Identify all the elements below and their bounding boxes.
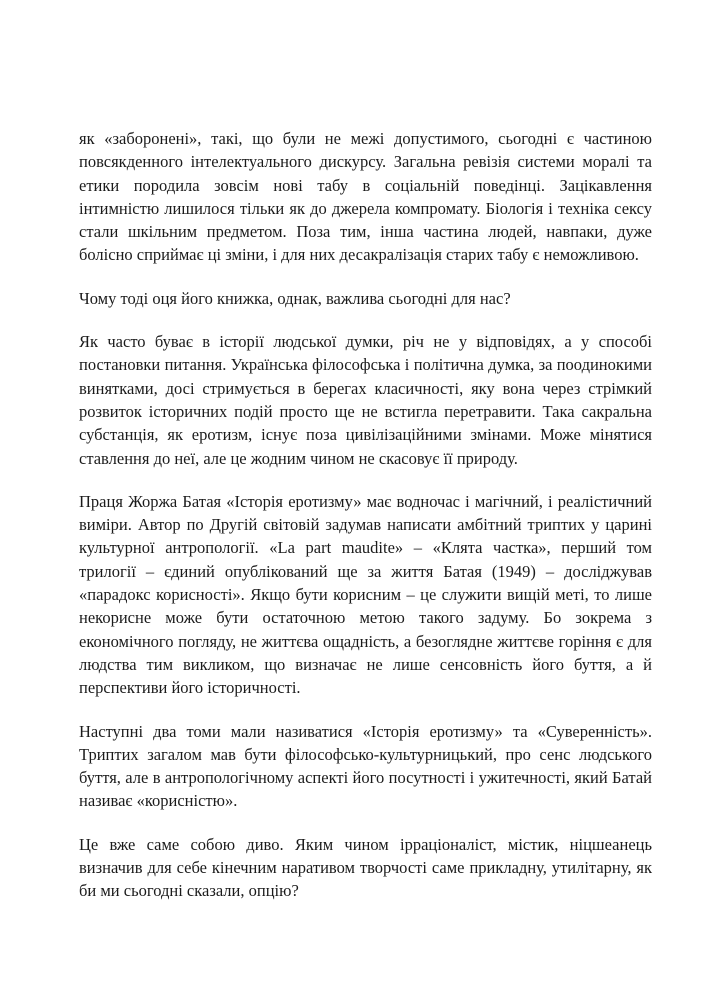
paragraph-1: як «заборонені», такі, що були не межі допустимого, сьогодні є частиною повсякденного інтелектуального дискурсу. Загальна ревізія системи моралі та етики породила зовсім нові табу в соціальній поведінці. Зацікавлення інтимністю лишилося тільки як до джерела компромату. Біологія і техніка сексу стали шкільним предметом. Поза тим, інша частина людей, навпаки, дуже болісно сприймає ці зміни, і для них десакралізація старих табу є неможливою. — [79, 129, 652, 265]
paragraph-6: Це вже саме собою диво. Яким чином ірраціоналіст, містик, ніцшеанець визначив для себе кінечним наративом творчості саме прикладну, утилітарну, як би ми сьогодні сказали, опцію? — [79, 834, 652, 901]
paragraph-2: Чому тоді оця його книжка, однак, важлива сьогодні для нас? — [79, 288, 511, 308]
paragraph-5: Наступні два томи мали називатися «Історія еротизму» та «Суверенність». Триптих загалом мав бути філософсько-культурницький, про сенс людського буття, але в антропологічному аспекті його посутності і ужитечності, який Батай називає «корисністю». — [79, 721, 652, 811]
document-body — [79, 127, 652, 923]
paragraph-4: Праця Жоржа Батая «Історія еротизму» має водночас і магічний, і реалістичний виміри. Автор по Другій світовій задумав написати амбітний триптих у царині культурної антропології. «La part maudite» – «Клята частка», перший том трилогії – єдиний опублікований ще за життя Батая (1949) – досліджував «парадокс корисності». Якщо бути корисним – це служити вищій меті, то лише некорисне може бути остаточною метою такого задуму. Бо зокрема з економічного погляду, не життєва ощадність, а безоглядне життєве горіння є для людства тим викликом, що визначає не лише сенсовність його буття, а й перспективи його історичності. — [79, 491, 652, 698]
paragraph-3: Як часто буває в історії людської думки, річ не у відповідях, а у способі постановки питання. Українська філософська і політична думка, за поодинокими винятками, досі стримується в берегах класичності, яку вона через стрімкий розвиток історичних подій просто ще не встигла перетравити. Така сакральна субстанція, як еротизм, існує поза цивілізаційними змінами. Може мінятися ставлення до неї, але це жодним чином не скасовує її природу. — [79, 332, 652, 468]
